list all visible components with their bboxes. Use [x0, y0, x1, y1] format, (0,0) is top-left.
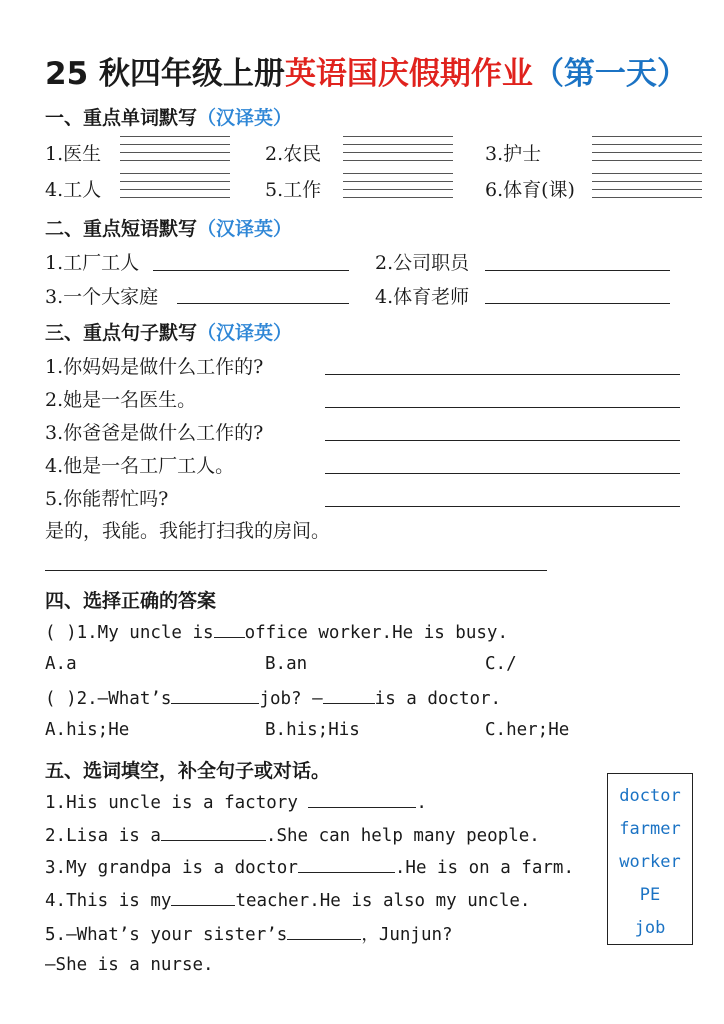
section-2-hint: （汉译英）	[197, 218, 293, 240]
word-prompt-2: 2.农民	[265, 143, 322, 165]
choice-question-1-part-a: 1.My uncle is	[76, 623, 214, 643]
sentence-answer-line-3[interactable]	[325, 440, 680, 441]
section-5-label: 五、选词填空，补全句子或对话。	[45, 760, 331, 782]
fill-line-2-part-a: 2.Lisa is a	[45, 826, 161, 846]
sentence-answer-line-5[interactable]	[325, 506, 680, 507]
title-part-subject: 英语国庆假期作业	[284, 56, 533, 92]
word-bank	[607, 773, 693, 945]
sentence-prompt-1: 1.你妈妈是做什么工作的?	[45, 356, 264, 378]
option-1c[interactable]: C./	[485, 654, 517, 674]
title-part-grade: 25 秋四年级上册	[45, 56, 285, 92]
sentence-prompt-6: 是的，我能。我能打扫我的房间。	[45, 520, 331, 542]
phrase-answer-line-2[interactable]	[485, 270, 670, 271]
word-prompt-6: 6.体育(课)	[485, 179, 575, 201]
word-bank-item: job	[634, 918, 666, 938]
fill-line-3	[45, 856, 574, 878]
section-4-label: 四、选择正确的答案	[45, 590, 217, 612]
phrase-prompt-2: 2.公司职员	[375, 252, 470, 274]
choice-question-1	[45, 621, 508, 643]
choice-question-2-part-c: is a doctor.	[374, 689, 502, 709]
fill-line-6: —She is a nurse.	[45, 955, 214, 975]
writing-lines-5[interactable]	[343, 173, 453, 211]
writing-lines-6[interactable]	[592, 173, 702, 211]
fill-line-1-part-a: 1.His uncle is a factory	[45, 793, 309, 813]
option-1b[interactable]: B.an	[265, 654, 308, 674]
page-title	[45, 48, 688, 93]
answer-paren-2[interactable]: ( )	[45, 689, 77, 709]
fill-blank-2[interactable]	[161, 824, 266, 841]
option-2a[interactable]: A.his;He	[45, 720, 130, 740]
choice-question-2-part-a: 2.—What’s	[76, 689, 172, 709]
option-2b[interactable]: B.his;His	[265, 720, 360, 740]
section-1-label: 一、重点单词默写	[45, 107, 198, 129]
section-3-hint: （汉译英）	[197, 322, 293, 344]
phrase-prompt-3: 3.一个大家庭	[45, 286, 159, 308]
word-bank-item: doctor	[619, 786, 681, 806]
fill-line-4-part-a: 4.This is my	[45, 891, 172, 911]
sentence-prompt-3: 3.你爸爸是做什么工作的?	[45, 422, 264, 444]
word-bank-item: farmer	[619, 819, 681, 839]
sentence-prompt-4: 4.他是一名工厂工人。	[45, 455, 235, 477]
fill-line-2	[45, 824, 540, 846]
option-2c[interactable]: C.her;He	[485, 720, 570, 740]
phrase-answer-line-4[interactable]	[485, 303, 670, 304]
word-prompt-5: 5.工作	[265, 179, 322, 201]
writing-lines-3[interactable]	[592, 136, 702, 174]
section-2-label: 二、重点短语默写	[45, 218, 198, 240]
word-prompt-3: 3.护士	[485, 143, 542, 165]
word-bank-item: worker	[619, 852, 681, 872]
phrase-prompt-4: 4.体育老师	[375, 286, 470, 308]
answer-paren-1[interactable]: ( )	[45, 623, 77, 643]
section-3-label: 三、重点句子默写	[45, 322, 198, 344]
fill-line-2-part-b: .She can help many people.	[265, 826, 540, 846]
section-5-heading	[45, 756, 330, 783]
fill-line-5-part-a: 5.—What’s your sister’s	[45, 925, 288, 945]
phrase-prompt-1: 1.工厂工人	[45, 252, 140, 274]
fill-line-4-part-b: teacher.He is also my uncle.	[235, 891, 531, 911]
sentence-prompt-5: 5.你能帮忙吗?	[45, 488, 169, 510]
title-part-day: （第一天）	[532, 56, 688, 92]
writing-lines-4[interactable]	[120, 173, 230, 211]
section-4-heading	[45, 586, 216, 613]
fill-blank-5[interactable]	[287, 923, 361, 940]
section-1-hint: （汉译英）	[197, 107, 293, 129]
writing-lines-1[interactable]	[120, 136, 230, 174]
writing-lines-2[interactable]	[343, 136, 453, 174]
sentence-answer-line-1[interactable]	[325, 374, 680, 375]
choice-question-2	[45, 687, 501, 709]
fill-blank-4[interactable]	[171, 889, 235, 906]
option-1a[interactable]: A.a	[45, 654, 77, 674]
sentence-prompt-2: 2.她是一名医生。	[45, 389, 197, 411]
fill-line-1-part-b: .	[416, 793, 427, 813]
choice-blank-2a[interactable]	[171, 687, 259, 704]
phrase-answer-line-3[interactable]	[177, 303, 349, 304]
section-2-heading	[45, 214, 292, 241]
section-1-heading	[45, 103, 292, 130]
word-bank-item: PE	[639, 885, 661, 905]
fill-blank-1[interactable]	[308, 791, 416, 808]
choice-blank-1[interactable]	[214, 621, 245, 638]
word-prompt-4: 4.工人	[45, 179, 102, 201]
choice-question-1-part-b: office worker.He is busy.	[244, 623, 508, 643]
choice-question-2-part-b: job? —	[259, 689, 323, 709]
word-prompt-1: 1.医生	[45, 143, 102, 165]
fill-line-3-part-b: .He is on a farm.	[394, 858, 574, 878]
choice-blank-2b[interactable]	[323, 687, 375, 704]
section-3-heading	[45, 318, 292, 345]
sentence-answer-line-2[interactable]	[325, 407, 680, 408]
fill-line-5-part-b: ，Junjun?	[361, 925, 453, 945]
phrase-answer-line-1[interactable]	[153, 270, 349, 271]
sentence-answer-line-6[interactable]	[45, 570, 547, 571]
sentence-answer-line-4[interactable]	[325, 473, 680, 474]
fill-line-4	[45, 889, 530, 911]
fill-line-3-part-a: 3.My grandpa is a doctor	[45, 858, 298, 878]
fill-line-5	[45, 921, 453, 946]
fill-line-1	[45, 791, 427, 813]
fill-blank-3[interactable]	[298, 856, 395, 873]
